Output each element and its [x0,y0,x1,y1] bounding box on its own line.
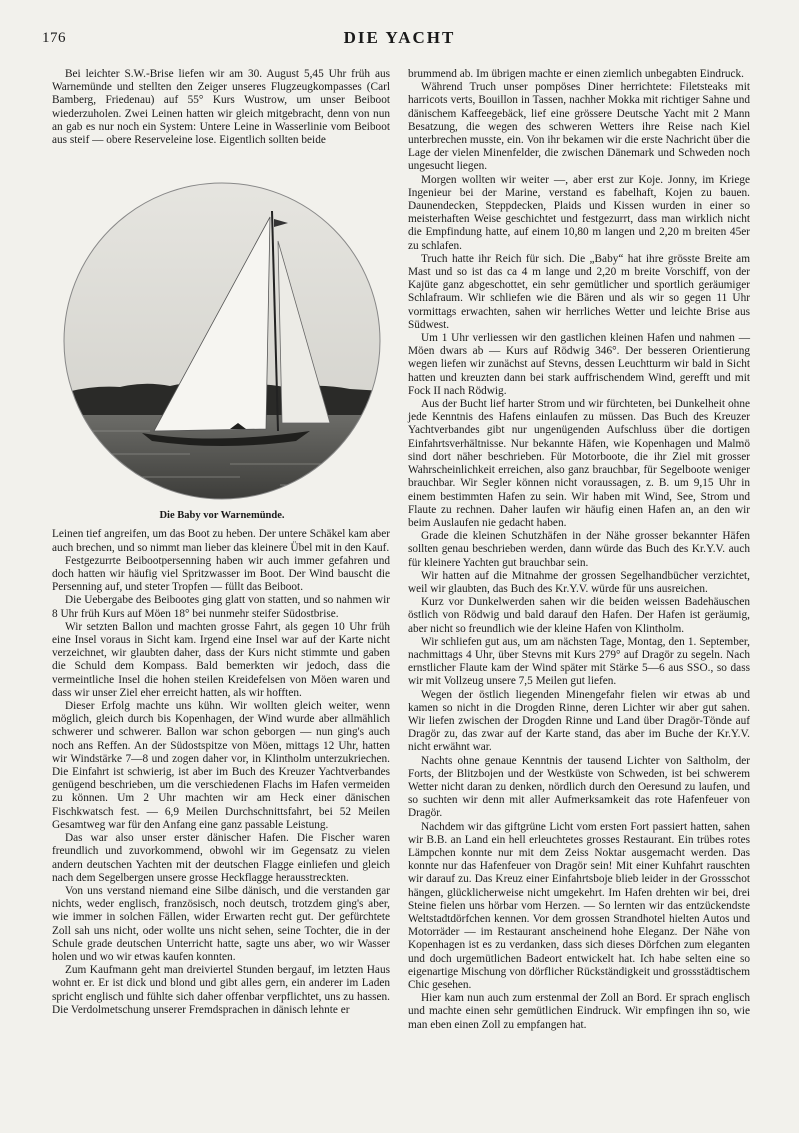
paragraph: Truch hatte ihr Reich für sich. Die „Baby“ hat ihre grösste Breite am Mast und so ist das ca 4 m lange und 2,20 m breite Vorschiff, von der Kajüte ganz abgeschottet, ein sehr gemütlicher und sportlich geräumiger Schlafraum. Wir schliefen wie die Bären und als wir so gegen 11 Uhr vormittags erwachten, sahen wir herrliches Wetter und leichte Brise aus Südwest. [408,252,750,331]
paragraph: Nachts ohne genaue Kenntnis der tausend Lichter von Saltholm, der Forts, der Blitzbojen und der Westküste von Schweden, ist bei schwerem Wetter nicht daran zu denken, nördlich durch den Oeresund zu laufen, und so suchten wir denn mit aller Aufmerksamkeit das rote Hafenfeuer von Dragör. [408,754,750,820]
paragraph: Hier kam nun auch zum erstenmal der Zoll an Bord. Er sprach englisch und machte einen sehr gemütlichen Eindruck. Wir empfingen ihn so, wie man eben einen Zoll zu empfangen hat. [408,992,750,1031]
page-number: 176 [42,30,66,46]
paragraph: Wir schliefen gut aus, um am nächsten Tage, Montag, den 1. September, nachmittags 4 Uhr, über Stevns mit Kurs 279° auf Dragör zu segeln. Nach ernstlicher Flaute kam der Wind später mit Stärke 5—6 aus SSO., so dass wir mit Vollzeug unsere 7,5 Meilen gut liefen. [408,635,750,688]
right-column [408,68,750,1032]
sailboat-photo [60,179,384,503]
paragraph: Aus der Bucht lief harter Strom und wir fürchteten, bei Dunkelheit ohne jede Kenntnis des Hafens einlaufen zu müssen. Das Buch des Kreuzer Yachtverbandes gibt nur ungenügenden Aufschluss über die dortigen Einfahrtsverhältnisse. Nur bekannte Häfen, wie Kopenhagen und Malmö sind dort näher beschrieben. Für Motorboote, die ihr Ziel mit grosser Wahrscheinlichkeit erreichen, also ganz brauchbar, für Segelboote weniger brauchbar. Wir Segler können nicht voraussagen, z. B. um 9,15 Uhr in einem bestimmten Hafen zu sein. Wir haben mit Wind, See, Strom und Flaute zu rechnen. Daher laufen wir häufig einen Hafen an, an den wir beim Auslaufen nie gedacht haben. [408,398,750,529]
paragraph: Wegen der östlich liegenden Minengefahr fielen wir etwas ab und kamen so nicht in die Drogden Rinne, deren Lichter wir aber gut sahen. Wir liefen zwischen der Drogden Rinne und Land über Dragör-Tönde auf Dragör zu, das zwar auf der Karte stand, das aber im Buche der Kr.Y.V. nicht erwähnt war. [408,688,750,754]
paragraph: Wir hatten auf die Mitnahme der grossen Segelhandbücher verzichtet, weil wir glaubten, das Buch des Kr.Y.V. würde für uns ausreichen. [408,569,750,595]
paragraph: Wir setzten Ballon und machten grosse Fahrt, als gegen 10 Uhr früh eine Insel voraus in Sicht kam. Irgend eine Insel war auf der Karte nicht verzeichnet, wir glaubten daher, dass der Kurs nicht stimmte und gaben die Schuld dem Kompass. Bald bemerkten wir jedoch, dass die vermeintliche Insel die hohen steilen Kreidefelsen von Möen waren und dass wir unser Ziel eher erreicht hatten, als wir hofften. [52,620,390,699]
paragraph: Kurz vor Dunkelwerden sahen wir die beiden weissen Badehäuschen östlich von Rödwig und bald darauf den Hafen. Der Hafen ist geräumig, aber nicht so freundlich wie der kleine Hafen von Klintholm. [408,596,750,635]
paragraph: Grade die kleinen Schutzhäfen in der Nähe grosser bekannter Häfen sollten genau beschrieben werden, dann würde das Buch des Kr.Y.V. auch für kleinere Yachten gut brauchbar sein. [408,530,750,569]
left-column [52,68,390,1017]
paragraph: Dieser Erfolg machte uns kühn. Wir wollten gleich weiter, wenn möglich, gleich durch bis Kopenhagen, der Wind wurde aber allmählich schwerer und schwerer. Ballon war schon geborgen — nun ging's auch noch ans Reffen. An der Südostspitze von Möen, mittags 12 Uhr, hatten wir Windstärke 7—8 und zogen daher vor, in Klintholm unterzukriechen. Die Einfahrt ist schwierig, ist aber im Buch des Kreuzer Yachtverbandes genügend beschrieben, um die verschiedenen Flachs im Hafen vermeiden zu können. Um 2 Uhr machten wir am Heck einer dänischen Fischkwatsch fest. — 6,9 Meilen Durchschnittsfahrt, bei 52 Meilen Gesamtweg war für den Anfang eine ganz passable Leistung. [52,700,390,831]
running-head: DIE YACHT [343,28,456,47]
paragraph: Von uns verstand niemand eine Silbe dänisch, und die verstanden gar nichts, weder englisch, französisch, noch deutsch, trotzdem ging's aber, wie immer in solchen Fällen, wider Erwarten recht gut. Der gefürchtete Zoll sah uns nicht, oder wollte uns nicht sehen, seine Tochter, die in der Schule grade deutschen Unterricht hatte, sagte uns aber, wo wir Wasser holen und wo wir etwas kaufen konnten. [52,884,390,963]
paragraph: Um 1 Uhr verliessen wir den gastlichen kleinen Hafen und nahmen — Möen dwars ab — Kurs auf Rödwig 346°. Der besseren Orientierung wegen liefen wir zunächst auf Stevns, dessen Leuchtturm wir bald in Sicht hatten und kreuzten dann bei stark auffrischendem Wind, gerefft und mit Fock II nach Rödwig. [408,332,750,397]
paragraph: Während Truch unser pompöses Diner herrichtete: Filetsteaks mit harricots verts, Bouillon in Tassen, nachher Mokka mit richtiger Sahne und dänischem Kaffeegebäck, lief eine grössere Deutsche Yacht mit 2 Mann Besatzung, die wegen des schweren Wetters ihre Reise nach Kiel unterbrechen musste, ein. Von ihr bekamen wir die erste Nachricht über die Lage der vielen Minenfelder, die zwischen Dänemark und Schweden noch ungesucht liegen. [408,81,750,173]
paragraph: Die Uebergabe des Beibootes ging glatt von statten, und so nahmen wir 8 Uhr früh Kurs auf Möen 18° bei nunmehr steifer Südostbrise. [52,594,390,620]
paragraph: Nachdem wir das giftgrüne Licht vom ersten Fort passiert hatten, sahen wir B.B. an Land ein hell erleuchtetes grosses Restaurant. Ein trübes rotes Lämpchen konnte nur mit dem Zeiss Noktar ausgemacht werden. Das konnte nur das Hafenfeuer von Dragör sein! Mit einer Kuhfahrt rauschten wir darauf zu. Das Kreuz einer Einfahrtsboje blieb leider in der Grossschot hängen, glücklicherweise nicht umgekehrt. Im Hafen drehten wir bei, drei Steine fielen uns hörbar vom Herzen. — So lernten wir das entzückendste Weltstadtdörfchen kennen. Vor dem grossen Strandhotel hielten Autos und Motorräder — im Restaurant anscheinend hohe Eleganz. Der Nähe von Kopenhagen ist es zu verdanken, dass sich dieses Dörfchen zum eleganten und doch urgemütlichen Badeort entwickelt hat. Ich habe selten eine so eigenartige Mischung von dörflicher Rückständigkeit und grossstädtischem Chic gesehen. [408,820,750,992]
figure-caption: Die Baby vor Warnemünde. [159,510,285,522]
paragraph: Bei leichter S.W.-Brise liefen wir am 30. August 5,45 Uhr früh aus Warnemünde und stellten den Zeiger unseres Flugzeugkompasses (Carl Bamberg, Friedenau) auf 55° Kurs Wustrow, um unser Beiboot wiederzuholen. Zwei Leinen hatten wir gleich mitgebracht, denn von nun an gab es nur noch ein System: Untere Leine in Wasserlinie vom Beiboot aus steif — obere Reserveleine lose. Eigentlich sollten beide [52,68,390,147]
paragraph: Das war also unser erster dänischer Hafen. Die Fischer waren freundlich und zuvorkommend, obwohl wir im Gegensatz zu vielen andern deutschen Yachten mit der deutschen Flagge einliefen und gleich nach dem Segelbergen unsere grosse Heckflagge herausstreckten. [52,832,390,884]
paragraph: Festgezurrte Beibootpersenning haben wir auch immer gefahren und doch hatten wir häufig viel Spritzwasser im Boot. Der Wind bauscht die Persenning auf, und steter Tropfen — füllt das Beiboot. [52,554,390,594]
paragraph: Leinen tief angreifen, um das Boot zu heben. Der untere Schäkel kam aber auch brechen, und so nimmt man lieber das kleinere Übel mit in den Kauf. [52,528,390,554]
paragraph: brummend ab. Im übrigen machte er einen ziemlich unbegabten Eindruck. [408,68,744,80]
paragraph: Zum Kaufmann geht man dreiviertel Stunden bergauf, im letzten Haus wohnt er. Er ist dick und blond und gibt alles gern, ein anderer im Laden spricht englisch und fühlte sich daher offenbar verpflichtet, uns zu hassen. Die Verdolmetschung unserer Fremdsprachen in dänisch lehnte er [52,964,390,1016]
photo-figure [60,179,384,522]
paragraph: Morgen wollten wir weiter —, aber erst zur Koje. Jonny, im Kriege Ingenieur bei der Marine, verstand es fabelhaft, Kojen zu bauen. Daunendecken, Steppdecken, Plaids und Kissen wurden in einer so meisterhaften Weise geschichtet und festgezurrt, dass man wirklich nicht die Empfindung hatte, auf einem 10,80 m langen und 2,20 m breiten 45er zu schlafen. [408,173,750,252]
